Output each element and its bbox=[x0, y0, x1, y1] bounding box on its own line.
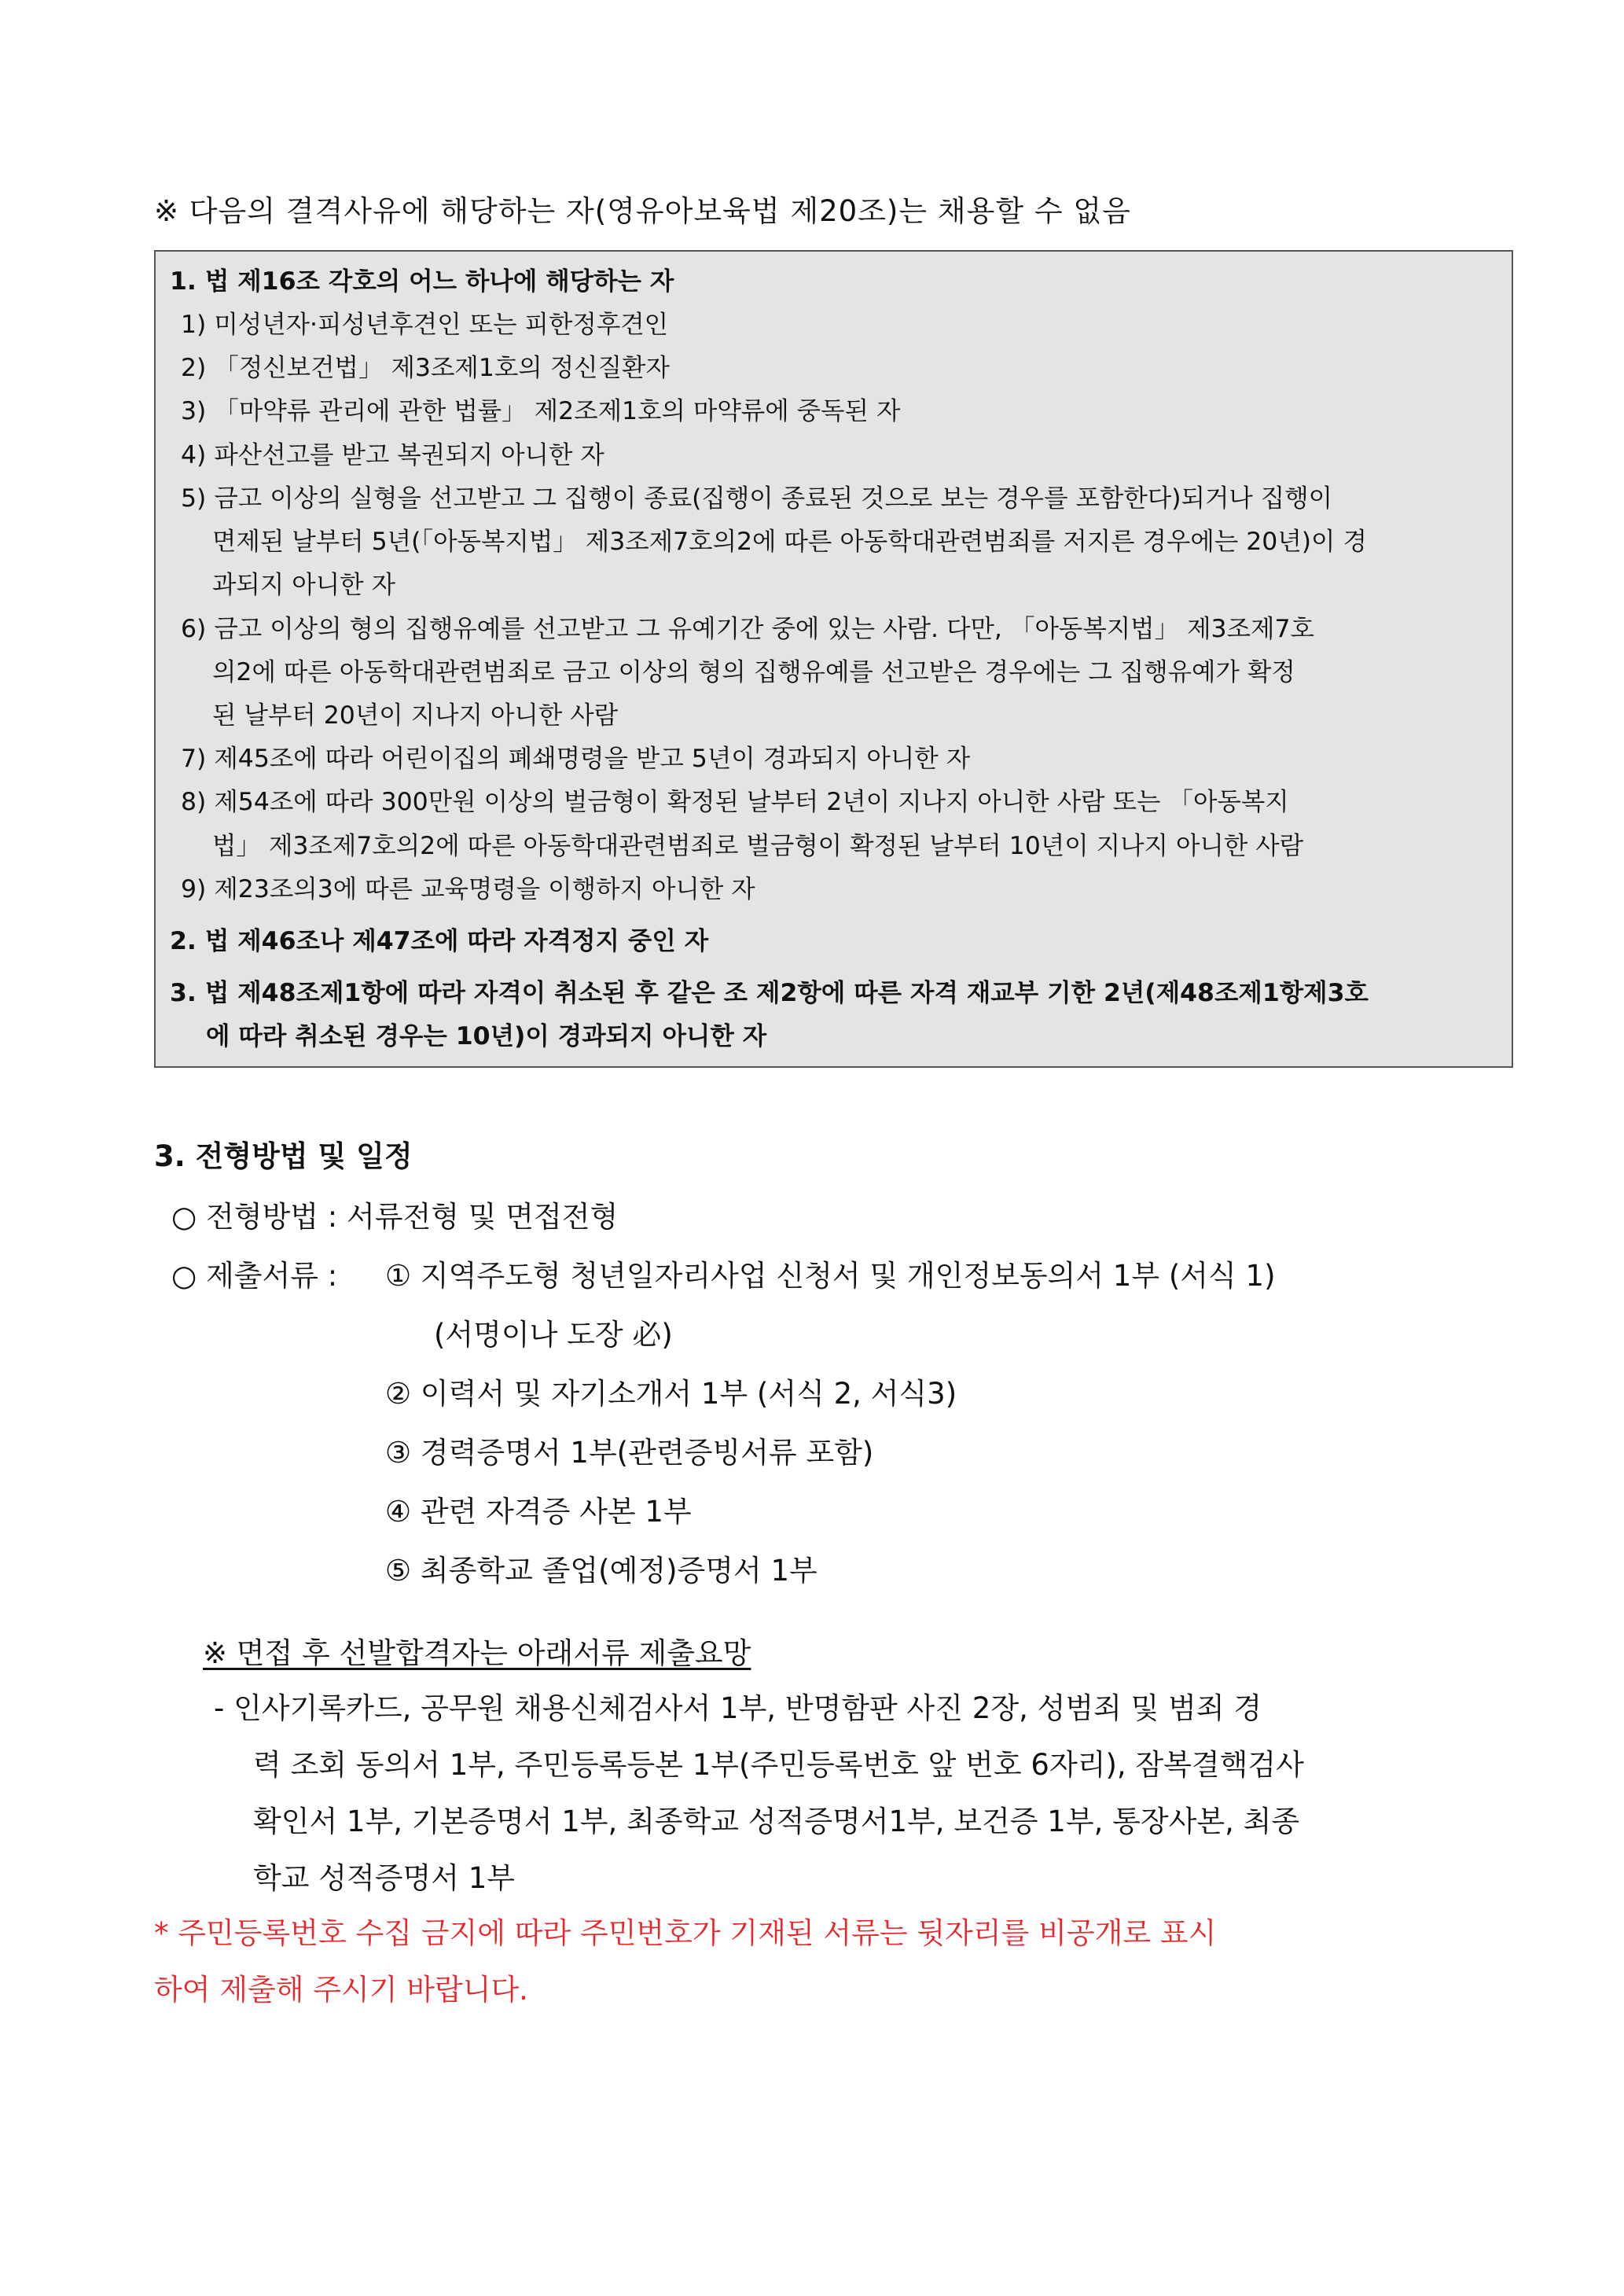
after-interview-line: 학교 성적증명서 1부 bbox=[253, 1861, 515, 1895]
documents-label: ○ 제출서류 : bbox=[171, 1259, 338, 1293]
document-item: ④ 관련 자격증 사본 1부 bbox=[385, 1495, 692, 1529]
after-interview-line: - 인사기록카드, 공무원 채용신체검사서 1부, 반명함판 사진 2장, 성범죄 및 범죄 경 bbox=[214, 1691, 1262, 1725]
document-item-note: (서명이나 도장 必) bbox=[434, 1318, 673, 1352]
disqualification-item: 법」 제3조제7호의2에 따른 아동학대관련범죄로 벌금형이 확정된 날부터 10년이 지나지 아니한 사람 bbox=[212, 832, 1304, 860]
disqualification-item: 2. 법 제46조나 제47조에 따라 자격정지 중인 자 bbox=[170, 927, 709, 955]
privacy-notice-line: * 주민등록번호 수집 금지에 따라 주민번호가 기재된 서류는 뒷자리를 비공개로 표시 bbox=[154, 1916, 1217, 1950]
after-interview-title: ※ 면접 후 선발합격자는 아래서류 제출요망 bbox=[203, 1636, 751, 1670]
disqualification-item: 3. 법 제48조제1항에 따라 자격이 취소된 후 같은 조 제2항에 따른 자격 재교부 기한 2년(제48조제1항제3호 bbox=[170, 979, 1369, 1007]
selection-method: ○ 전형방법 : 서류전형 및 면접전형 bbox=[171, 1200, 619, 1234]
document-item: ② 이력서 및 자기소개서 1부 (서식 2, 서식3) bbox=[385, 1377, 957, 1411]
disqualification-item: 3) 「마약류 관리에 관한 법률」 제2조제1호의 마약류에 중독된 자 bbox=[181, 397, 901, 425]
disqualification-item: 의2에 따른 아동학대관련범죄로 금고 이상의 형의 집행유예를 선고받은 경우에는 그 집행유예가 확정 bbox=[212, 658, 1295, 686]
after-interview-line: 확인서 1부, 기본증명서 1부, 최종학교 성적증명서1부, 보건증 1부, 통장사본, 최종 bbox=[253, 1805, 1300, 1838]
disqualification-item: 8) 제54조에 따라 300만원 이상의 벌금형이 확정된 날부터 2년이 지나지 아니한 사람 또는 「아동복지 bbox=[181, 788, 1289, 816]
privacy-notice-line: 하여 제출해 주시기 바랍니다. bbox=[154, 1973, 528, 2007]
disqualification-item: 과되지 아니한 자 bbox=[212, 571, 396, 599]
disqualification-item: 에 따라 취소된 경우는 10년)이 경과되지 아니한 자 bbox=[206, 1022, 767, 1050]
disqualification-item: 면제된 날부터 5년(「아동복지법」 제3조제7호의2에 따른 아동학대관련범죄를 저지른 경우에는 20년)이 경 bbox=[212, 528, 1367, 556]
after-interview-line: 력 조회 동의서 1부, 주민등록등본 1부(주민등록번호 앞 번호 6자리), 잠복결핵검사 bbox=[253, 1748, 1304, 1782]
disqualification-item: 1) 미성년자·피성년후견인 또는 피한정후견인 bbox=[181, 311, 669, 339]
disqualification-notice-title: ※ 다음의 결격사유에 해당하는 자(영유아보육법 제20조)는 채용할 수 없음 bbox=[154, 194, 1131, 228]
disqualification-item: 5) 금고 이상의 실형을 선고받고 그 집행이 종료(집행이 종료된 것으로 보는 경우를 포함한다)되거나 집행이 bbox=[181, 484, 1333, 513]
disqualification-item: 2) 「정신보건법」 제3조제1호의 정신질환자 bbox=[181, 354, 670, 382]
disqualification-item: 된 날부터 20년이 지나지 아니한 사람 bbox=[212, 701, 619, 730]
disqualification-item: 7) 제45조에 따라 어린이집의 폐쇄명령을 받고 5년이 경과되지 아니한 자 bbox=[181, 745, 971, 773]
disqualification-item: 6) 금고 이상의 형의 집행유예를 선고받고 그 유예기간 중에 있는 사람. 다만, 「아동복지법」 제3조제7호 bbox=[181, 615, 1314, 643]
section-title: 3. 전형방법 및 일정 bbox=[154, 1139, 413, 1173]
disqualification-item: 1. 법 제16조 각호의 어느 하나에 해당하는 자 bbox=[170, 267, 674, 296]
document-item: ① 지역주도형 청년일자리사업 신청서 및 개인정보동의서 1부 (서식 1) bbox=[385, 1259, 1276, 1293]
document-item: ③ 경력증명서 1부(관련증빙서류 포함) bbox=[385, 1436, 874, 1470]
document-item: ⑤ 최종학교 졸업(예정)증명서 1부 bbox=[385, 1554, 818, 1588]
disqualification-item: 9) 제23조의3에 따른 교육명령을 이행하지 아니한 자 bbox=[181, 875, 755, 903]
disqualification-item: 4) 파산선고를 받고 복권되지 아니한 자 bbox=[181, 441, 604, 469]
